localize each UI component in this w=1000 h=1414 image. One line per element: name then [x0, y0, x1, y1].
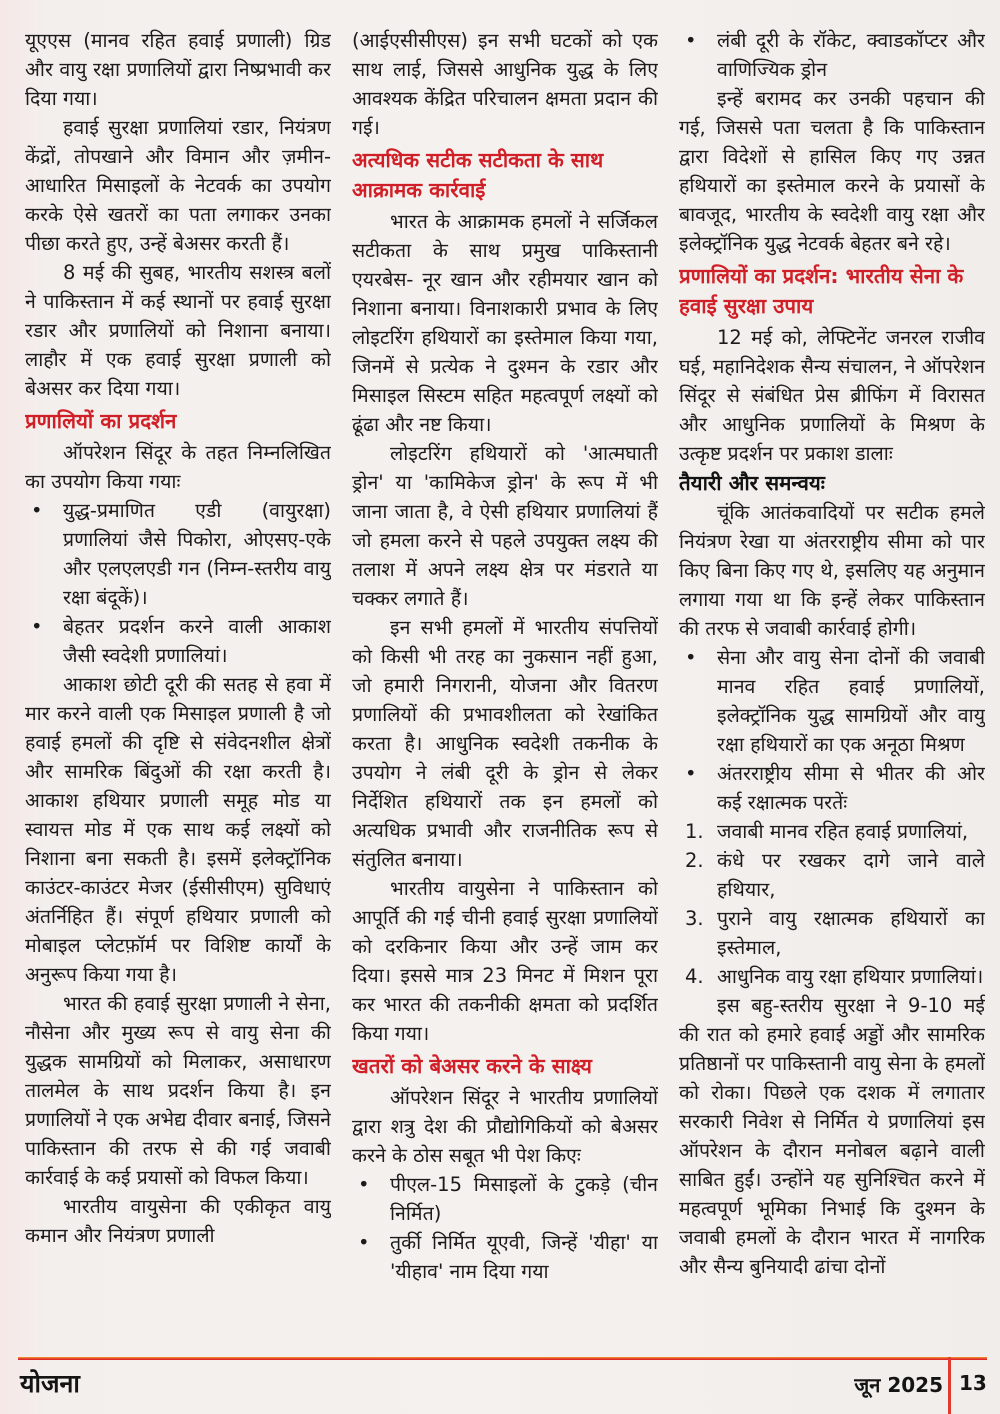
paragraph: ऑपरेशन सिंदूर के तहत निम्नलिखित का उपयोग किया गयाः: [25, 441, 331, 493]
paragraph: लोइटरिंग हथियारों को 'आत्मघाती ड्रोन' या 'कामिकेज ड्रोन' के रूप में भी जाना जाता है, वे ऐसी हथियार प्रणालियां हैं जो हमला करने से पहले उपयुक्त लक्ष्य की तलाश में अपने लक्ष्य क्षेत्र पर मंडराते या चक्कर लगाते हैं।: [352, 442, 658, 610]
paragraph: इन सभी हमलों में भारतीय संपत्तियों को किसी भी तरह का नुकसान नहीं हुआ, जो हमारी निगरानी, योजना और वितरण प्रणालियों की प्रभावशीलता को रेखांकित करता है। आधुनिक स्वदेशी तकनीक के उपयोग ने लंबी दूरी के ड्रोन से लेकर निर्देशित हथियारों तक इन हमलों को अत्यधिक प्रभावी और राजनीतिक रूप से संतुलित बनाया।: [352, 616, 658, 871]
numbered-item: [679, 962, 985, 991]
numbered-item: [679, 904, 985, 962]
list-item: [679, 26, 985, 84]
bullet-marker: •: [685, 646, 697, 669]
list-item: [679, 759, 985, 817]
paragraph: चूंकि आतंकवादियों पर सटीक हमले नियंत्रण रेखा या अंतरराष्ट्रीय सीमा को पार किए बिना किए गए थे, इसलिए यह अनुमान लगाया गया था कि इन्हें लेकर पाकिस्तान की तरफ से जवाबी कार्रवाई होगी।: [679, 501, 985, 640]
sub-heading: तैयारी और समन्वयः: [679, 471, 825, 495]
paragraph: 8 मई की सुबह, भारतीय सशस्त्र बलों ने पाकिस्तान में कई स्थानों पर हवाई सुरक्षा रडार और प्रणालियों को निशाना बनाया। लाहौर में एक हवाई सुरक्षा प्रणाली को बेअसर कर दिया गया।: [25, 261, 331, 400]
paragraph: (आईएसीसीएस) इन सभी घटकों को एक साथ लाई, जिससे आधुनिक युद्ध के लिए आवश्यक केंद्रित परिचालन क्षमता प्रदान की गई।: [352, 29, 658, 139]
list-item-text: युद्ध-प्रमाणित एडी (वायुरक्षा) प्रणालियां जैसे पिकोरा, ओएसए-एके और एलएलएडी गन (निम्न-स्तरीय वायु रक्षा बंदूकें)।: [63, 499, 331, 609]
list-item-text: आधुनिक वायु रक्षा हथियार प्रणालियां।: [717, 965, 984, 988]
list-item-text: पीएल-15 मिसाइलों के टुकड़े (चीन निर्मित): [390, 1173, 658, 1225]
list-item-text: पुराने वायु रक्षात्मक हथियारों का इस्तेमाल,: [717, 907, 985, 959]
paragraph: हवाई सुरक्षा प्रणालियां रडार, नियंत्रण केंद्रों, तोपखाने और विमान और ज़मीन-आधारित मिसाइलों के नेटवर्क का उपयोग करके ऐसे खतरों का पता लगाकर उनका पीछा करते हुए, उन्हें बेअसर करती हैं।: [25, 116, 331, 255]
list-item: [352, 1228, 658, 1286]
magazine-name: योजना: [20, 1369, 80, 1398]
paragraph: इन्हें बरामद कर उनकी पहचान की गई, जिससे पता चलता है कि पाकिस्तान द्वारा विदेशों से हासिल किए गए उन्नत हथियारों का इस्तेमाल करने के प्रयासों के बावजूद, भारतीय के स्वदेशी वायु रक्षा और इलेक्ट्रॉनिक युद्ध नेटवर्क बेहतर बने रहे।: [679, 87, 985, 255]
numbered-item: [679, 817, 985, 846]
number-marker: 4.: [685, 965, 704, 988]
list-item-text: कंधे पर रखकर दागे जाने वाले हथियार,: [717, 849, 985, 901]
paragraph: ऑपरेशन सिंदूर ने भारतीय प्रणालियों द्वारा शत्रु देश की प्रौद्योगिकियों को बेअसर करने के ठोस सबूत भी पेश किएः: [352, 1086, 658, 1167]
issue-date: जून 2025: [854, 1373, 943, 1397]
number-marker: 1.: [685, 820, 704, 843]
number-marker: 2.: [685, 849, 704, 872]
section-heading: प्रणालियों का प्रदर्शन: भारतीय सेना के हवाई सुरक्षा उपाय: [679, 264, 964, 318]
paragraph: भारतीय वायुसेना ने पाकिस्तान को आपूर्ति की गई चीनी हवाई सुरक्षा प्रणालियों को दरकिनार किया और उन्हें जाम कर दिया। इससे मात्र 23 मिनट में मिशन पूरा कर भारत की तकनीकी क्षमता को प्रदर्शित किया गया।: [352, 877, 658, 1045]
paragraph: इस बहु-स्तरीय सुरक्षा ने 9-10 मई की रात को हमारे हवाई अड्डों और सामरिक प्रतिष्ठानों पर पाकिस्तानी वायु सेना के हमलों को रोका। पिछले एक दशक में लगातार सरकारी निवेश से निर्मित ये प्रणालियां इस ऑपरेशन के दौरान मनोबल बढ़ाने वाली साबित हुईं। उन्होंने यह सुनिश्चित करने में महत्वपूर्ण भूमिका निभाई कि दुश्मन के जवाबी हमलों के दौरान भारत में नागरिक और सैन्य बुनियादी ढांचा दोनों: [679, 994, 985, 1278]
list-item-text: सेना और वायु सेना दोनों की जवाबी मानव रहित हवाई प्रणालियों, इलेक्ट्रॉनिक युद्ध सामग्रियों और वायु रक्षा हथियारों का एक अनूठा मिश्रण: [717, 646, 985, 756]
section-heading: खतरों को बेअसर करने के साक्ष्य: [352, 1054, 592, 1078]
list-item-text: जवाबी मानव रहित हवाई प्रणालियां,: [717, 820, 969, 843]
paragraph: भारत की हवाई सुरक्षा प्रणाली ने सेना, नौसेना और मुख्य रूप से वायु सेना की युद्धक सामग्रियों को मिलाकर, असाधारण तालमेल के साथ प्रदर्शन किया है। इन प्रणालियों ने एक अभेद्य दीवार बनाई, जिसने पाकिस्तान की तरफ से की गई जवाबी कार्रवाई के कई प्रयासों को विफल किया।: [25, 992, 331, 1189]
paragraph: यूएएस (मानव रहित हवाई प्रणाली) ग्रिड और वायु रक्षा प्रणालियों द्वारा निष्प्रभावी कर दिया गया।: [25, 29, 331, 110]
list-item-text: तुर्की निर्मित यूएवी, जिन्हें 'यीहा' या 'यीहाव' नाम दिया गया: [390, 1231, 658, 1283]
column-2: [352, 26, 658, 1328]
list-item-text: अंतरराष्ट्रीय सीमा से भीतर की ओर कई रक्षात्मक परतेंः: [717, 762, 985, 814]
bullet-marker: •: [685, 29, 697, 52]
paragraph: 12 मई को, लेफ्टिनेंट जनरल राजीव घई, महानिदेशक सैन्य संचालन, ने ऑपरेशन सिंदूर से संबंधित प्रेस ब्रीफिंग में विरासत और आधुनिक प्रणालियों के मिश्रण के उत्कृष्ट प्रदर्शन पर प्रकाश डालाः: [679, 326, 985, 465]
column-1: [25, 26, 331, 1328]
article-columns: [25, 26, 986, 1328]
section-heading: प्रणालियों का प्रदर्शन: [25, 409, 177, 433]
bullet-marker: •: [685, 762, 697, 785]
list-item-text: बेहतर प्रदर्शन करने वाली आकाश जैसी स्वदेशी प्रणालियां।: [63, 615, 331, 667]
list-item-text: लंबी दूरी के रॉकेट, क्वाडकॉप्टर और वाणिज्यिक ड्रोन: [717, 29, 985, 81]
footer-page-divider: [948, 1357, 951, 1414]
paragraph: आकाश छोटी दूरी की सतह से हवा में मार करने वाली एक मिसाइल प्रणाली है जो हवाई हमलों की दृष्टि से संवेदनशील क्षेत्रों और सामरिक बिंदुओं की रक्षा करती है। आकाश हथियार प्रणाली समूह मोड या स्वायत्त मोड में एक साथ कई लक्ष्यों को निशाना बना सकती है। इसमें इलेक्ट्रॉनिक काउंटर-काउंटर मेजर (ईसीसीएम) सुविधाएं अंतर्निहित हैं। संपूर्ण हथियार प्रणाली को मोबाइल प्लेटफ़ॉर्म पर विशिष्ट कार्यों के अनुरूप किया गया है।: [25, 673, 331, 986]
numbered-item: [679, 846, 985, 904]
bullet-marker: •: [358, 1231, 370, 1254]
list-item: [25, 612, 331, 670]
paragraph: भारत के आक्रामक हमलों ने सर्जिकल सटीकता के साथ प्रमुख पाकिस्तानी एयरबेस- नूर खान और रहीमयार खान को निशाना बनाया। विनाशकारी प्रभाव के लिए लोइटरिंग हथियारों का इस्तेमाल किया गया, जिनमें से प्रत्येक ने दुश्मन के रडार और मिसाइल सिस्टम सहित महत्वपूर्ण लक्ष्यों को ढूंढा और नष्ट किया।: [352, 210, 658, 436]
page-number: 13: [959, 1371, 987, 1395]
footer-rule: [18, 1357, 987, 1360]
bullet-marker: •: [31, 499, 43, 522]
number-marker: 3.: [685, 907, 704, 930]
list-item: [25, 496, 331, 612]
bullet-marker: •: [31, 615, 43, 638]
list-item: [352, 1170, 658, 1228]
column-3: [679, 26, 985, 1328]
list-item: [679, 643, 985, 759]
bullet-marker: •: [358, 1173, 370, 1196]
paragraph: भारतीय वायुसेना की एकीकृत वायु कमान और नियंत्रण प्रणाली: [25, 1195, 331, 1247]
section-heading: अत्यधिक सटीक सटीकता के साथ आक्रामक कार्रवाई: [352, 148, 604, 202]
